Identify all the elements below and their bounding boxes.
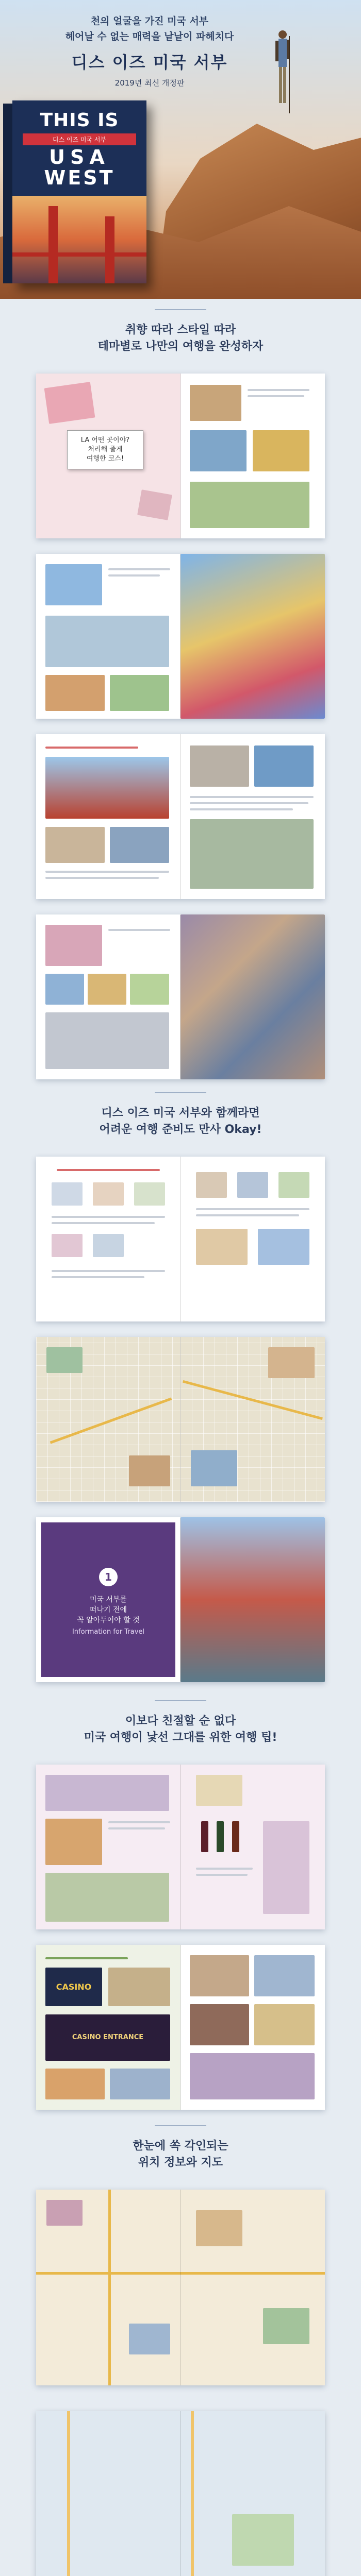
section-heading-themes <box>0 322 361 355</box>
section-heading-maps <box>0 2138 361 2171</box>
spread-left-page <box>36 554 180 719</box>
text-line <box>108 1827 165 1829</box>
book-spread-route-map <box>36 1337 325 1502</box>
book-spread-universal <box>36 554 325 719</box>
text-line <box>52 1216 165 1218</box>
spread-fold <box>180 1157 181 1321</box>
cover-usa: USA <box>49 146 110 168</box>
photo-tile <box>129 1455 170 1486</box>
photo-tile <box>110 827 169 863</box>
photo-tile <box>253 430 309 471</box>
photo-tile <box>45 2069 105 2099</box>
hero-tagline <box>62 13 237 44</box>
casino-entrance-photo: CASINO ENTRANCE <box>45 2014 170 2061</box>
section-divider <box>155 1700 206 1701</box>
spread-right-page <box>180 1157 325 1321</box>
photo-tile <box>258 1229 309 1265</box>
photo-tile <box>129 2324 170 2354</box>
text-line <box>108 568 170 570</box>
hiker-figure-icon <box>273 28 292 121</box>
photo-tile <box>190 2053 315 2099</box>
text-line <box>248 389 309 391</box>
text-line <box>108 929 170 931</box>
hero-title: 디스 이즈 미국 서부 <box>71 53 228 72</box>
photo-tile <box>45 675 105 711</box>
photo-tile <box>190 745 249 787</box>
photo-tile <box>190 819 314 889</box>
photo-tile <box>110 675 169 711</box>
spread-fold <box>180 554 181 719</box>
spread-right-page <box>180 1765 325 1929</box>
hero-edition: 2019년 최신 개정판 <box>114 78 185 88</box>
spread-right-page <box>180 1517 325 1682</box>
book-spread-information <box>36 1517 325 1682</box>
section-heading-tips <box>0 1713 361 1746</box>
photo-tile <box>45 925 102 966</box>
photo-tile <box>93 1182 124 1206</box>
wine-bottle-icon <box>217 1821 224 1852</box>
text-line <box>45 1957 128 1959</box>
photo-tile <box>45 1873 169 1922</box>
photo-tile <box>254 745 314 787</box>
photo-tile <box>196 1229 248 1265</box>
bridge-deck <box>12 252 146 257</box>
photo-tile <box>45 1012 169 1069</box>
photo-tile <box>52 1234 83 1257</box>
spread-fold <box>180 734 181 899</box>
section-heading-line2: 미국 여행이 낯선 그대를 위한 여행 팁! <box>84 1731 277 1744</box>
chapter-title: 미국 서부를 떠나기 전에 꼭 알아두어야 할 것 <box>77 1596 140 1624</box>
cover-subtitle: 디스 이즈 미국 서부 <box>23 133 136 145</box>
chapter-opener-box <box>41 1522 175 1677</box>
spread-fold <box>180 2190 181 2385</box>
hero-tagline-line2: 헤어날 수 없는 매력을 낱낱이 파헤치다 <box>65 31 234 42</box>
map-road <box>180 2272 325 2275</box>
spread-fold <box>180 2411 181 2576</box>
book-spine <box>3 104 12 283</box>
cover-west: WEST <box>44 166 115 189</box>
photo-tile <box>254 2004 315 2045</box>
wine-bottle-icon <box>201 1821 208 1852</box>
photo-tile <box>88 974 126 1005</box>
park-area <box>232 2514 294 2566</box>
spread-left-page <box>36 374 180 538</box>
text-line <box>190 802 308 804</box>
spread-fold <box>180 1337 181 1502</box>
text-line <box>190 796 314 798</box>
photo-tile <box>45 827 105 863</box>
photo-tile <box>190 482 309 528</box>
photo-tile <box>191 1450 237 1486</box>
photo-tile <box>137 489 172 520</box>
spread-right-page <box>180 914 325 1079</box>
section-heading-line1: 이보다 친절할 순 없다 <box>125 1715 236 1727</box>
spread-right-page <box>180 554 325 719</box>
photo-tile <box>196 1172 227 1198</box>
book-cover <box>12 100 146 283</box>
spread-right-page <box>180 1945 325 2110</box>
text-line <box>57 1169 160 1171</box>
spread-fold <box>180 1945 181 2110</box>
spread-right-page <box>180 734 325 899</box>
section-heading-line2: 테마별로 나만의 여행을 완성하자 <box>97 340 264 353</box>
street-mural-photo <box>180 914 325 1079</box>
bridge-tower <box>48 206 58 283</box>
photo-tile <box>237 1172 268 1198</box>
section-heading-line1: 한눈에 쏙 각인되는 <box>133 2140 228 2153</box>
section-heading-line1: 디스 이즈 미국 서부와 함께라면 <box>101 1107 260 1120</box>
section-divider <box>155 1092 206 1093</box>
text-line <box>52 1270 165 1272</box>
spread-left-page <box>36 734 180 899</box>
bridge-tower <box>105 216 114 283</box>
text-line <box>45 877 159 879</box>
newsstand-photo <box>180 1517 325 1682</box>
map-road <box>191 2411 194 2576</box>
map-road <box>108 2190 111 2385</box>
question-note-card: LA 어떤 곳이야? 처리해 줄게 여행한 코스! <box>67 430 143 469</box>
spread-left-page <box>36 1765 180 1929</box>
photo-tile <box>52 1182 83 1206</box>
text-line <box>45 871 169 873</box>
text-line <box>45 747 138 749</box>
hero-tagline-line1: 천의 얼굴을 가진 미국 서부 <box>90 15 209 27</box>
photo-tile <box>45 564 102 605</box>
cover-title: THIS IS <box>40 110 119 131</box>
photo-tile <box>254 1955 315 1996</box>
section-divider <box>155 309 206 310</box>
photo-tile <box>278 1172 309 1198</box>
photo-tile <box>190 2004 249 2045</box>
photo-tile <box>46 1347 83 1373</box>
book-spread-mural <box>36 914 325 1079</box>
chapter-subtitle: Information for Travel <box>72 1628 145 1636</box>
photo-tile <box>190 430 247 471</box>
text-line <box>248 395 304 397</box>
spread-right-page <box>180 1337 325 1502</box>
book-spread-la-intro <box>36 374 325 538</box>
text-line <box>196 1874 248 1876</box>
photo-tile <box>108 1968 170 2006</box>
photo-tile <box>46 2200 83 2226</box>
photo-tile <box>45 1819 102 1865</box>
photo-tile <box>45 616 169 667</box>
text-line <box>196 1208 309 1210</box>
book-spread-las-vegas <box>36 1945 325 2110</box>
section-divider <box>155 2125 206 2126</box>
section-heading-line2: 위치 정보와 지도 <box>138 2156 223 2169</box>
wine-bottle-icon <box>232 1821 239 1852</box>
photo-tile <box>263 1821 309 1914</box>
casino-sign: CASINO <box>45 1968 102 2006</box>
photo-tile <box>190 1955 249 1996</box>
spread-fold <box>180 374 181 538</box>
parade-photo <box>180 554 325 719</box>
hero-banner <box>0 0 361 299</box>
photo-tile <box>196 2210 242 2246</box>
spread-fold <box>180 1517 181 1682</box>
text-line <box>196 1868 253 1870</box>
photo-tile <box>44 382 95 424</box>
photo-tile <box>110 2069 170 2099</box>
text-line <box>52 1222 155 1224</box>
photo-tile <box>268 1347 315 1378</box>
photo-tile <box>134 1182 165 1206</box>
chapter-badge: 1 <box>99 1568 118 1586</box>
spread-fold <box>180 1765 181 1929</box>
spread-right-page <box>180 374 325 538</box>
spread-fold <box>180 914 181 1079</box>
spread-left-page <box>36 1517 180 1682</box>
golden-gate-bridge-illustration <box>12 196 146 283</box>
spread-right-page <box>180 2190 325 2385</box>
golden-gate-photo <box>45 757 169 819</box>
section-heading-line1: 취향 따라 스타일 따라 <box>125 324 236 336</box>
photo-tile <box>45 974 84 1005</box>
spread-left-page <box>36 1157 180 1321</box>
spread-left-page <box>36 914 180 1079</box>
spread-left-page <box>36 2190 180 2385</box>
book-spread-san-francisco <box>36 734 325 899</box>
text-line <box>190 808 293 810</box>
spread-left-page <box>36 1337 180 1502</box>
photo-tile <box>190 385 241 421</box>
map-road <box>67 2411 70 2576</box>
section-heading-preparation <box>0 1105 361 1138</box>
text-line <box>52 1276 144 1278</box>
photo-tile <box>45 1775 169 1811</box>
photo-tile <box>263 2308 309 2344</box>
spread-left-page <box>36 1945 180 2110</box>
text-line <box>108 1821 170 1823</box>
book-spread-area-map <box>36 2190 325 2385</box>
photo-tile <box>130 974 169 1005</box>
book-spread-street-map <box>36 2411 325 2576</box>
photo-tile <box>196 1775 242 1806</box>
text-line <box>108 574 160 577</box>
text-line <box>196 1214 299 1216</box>
book-spread-checklist <box>36 1157 325 1321</box>
section-heading-line2: 어려운 여행 준비도 만사 Okay! <box>99 1123 262 1136</box>
book-spread-wine <box>36 1765 325 1929</box>
photo-tile <box>93 1234 124 1257</box>
